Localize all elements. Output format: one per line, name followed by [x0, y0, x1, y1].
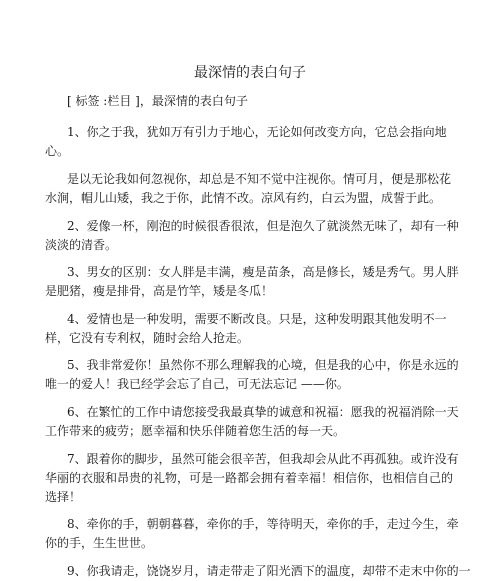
paragraph-line: 是以无论我如何忽视你，却总是不知不觉中注视你。情可月，便是那松花 [67, 172, 452, 186]
paragraph-line: 唯一的爱人！我已经学会忘了自己，可无法忘记 ——你。 [45, 377, 349, 391]
page-title: 最深情的表白句子 [194, 65, 306, 81]
paragraph-p4 [45, 310, 445, 348]
paragraph-line: 5、我非常爱你！虽然你不那么理解我的心境，但是我的心中，你是永远的 [67, 358, 459, 372]
paragraph-p5 [45, 356, 459, 394]
paragraph-line: 4、爱情也是一种发明，需要不断改良。只是，这种发明跟其他发明不一 [67, 312, 447, 326]
paragraph-p3 [45, 263, 459, 301]
paragraph-line: 2、爱像一杯，刚泡的时候很香很浓，但是泡久了就淡然无味了，却有一种 [67, 219, 459, 233]
paragraph-line: 8、牵你的手，朝朝暮暮，牵你的手，等待明天，牵你的手，走过今生，牵 [67, 517, 459, 531]
paragraph-line: 你的手，生生世世。 [45, 536, 154, 550]
paragraph-line: 样，它没有专利权，随时会给人抢走。 [45, 331, 250, 345]
paragraph-line: 华丽的衣服和昂贵的礼物，可是一路都会拥有着幸福！相信你，也相信自己的 [45, 471, 454, 485]
paragraph-p1 [45, 123, 445, 161]
paragraph-line: 6、在繁忙的工作中请您接受我最真挚的诚意和祝福：愿我的祝福消除一天 [67, 405, 459, 419]
paragraph-line: 水涧，帽儿山矮，我之于你，此情不改。凉风有约，白云为盟，成誓于此。 [45, 191, 442, 205]
paragraph-p2 [45, 217, 459, 255]
paragraph-line: 是肥猪，瘦是排骨，高是竹竿，矮是冬瓜！ [45, 284, 274, 298]
paragraph-p8 [45, 515, 459, 553]
paragraph-p1b [45, 170, 452, 208]
paragraph-line: 淡淡的清香。 [45, 238, 118, 252]
paragraph-line: 选择！ [45, 490, 82, 504]
paragraph-line: 工作带来的疲劳；愿幸福和快乐伴随着您生活的每一天。 [45, 424, 346, 438]
tag-line: [ 标签 :栏目 ]，最深情的表白句子 [67, 94, 248, 108]
paragraph-line: 3、男女的区别：女人胖是丰满，瘦是苗条，高是修长，矮是秀气。男人胖 [67, 265, 459, 279]
paragraph-p7 [45, 450, 459, 507]
paragraph-p9 [45, 562, 471, 581]
paragraph-line: 心。 [45, 144, 70, 158]
paragraph-line: 1、你之于我，犹如万有引力于地心，无论如何改变方向，它总会指向地 [67, 125, 447, 139]
paragraph-p6 [45, 403, 459, 441]
paragraph-line: 9、你我请走，饶饶岁月，请走带走了阳光洒下的温度，却带不走末中你的一 [67, 564, 471, 578]
paragraph-line: 7、跟着你的脚步，虽然可能会很辛苦，但我却会从此不再孤独。或许没有 [67, 452, 459, 466]
